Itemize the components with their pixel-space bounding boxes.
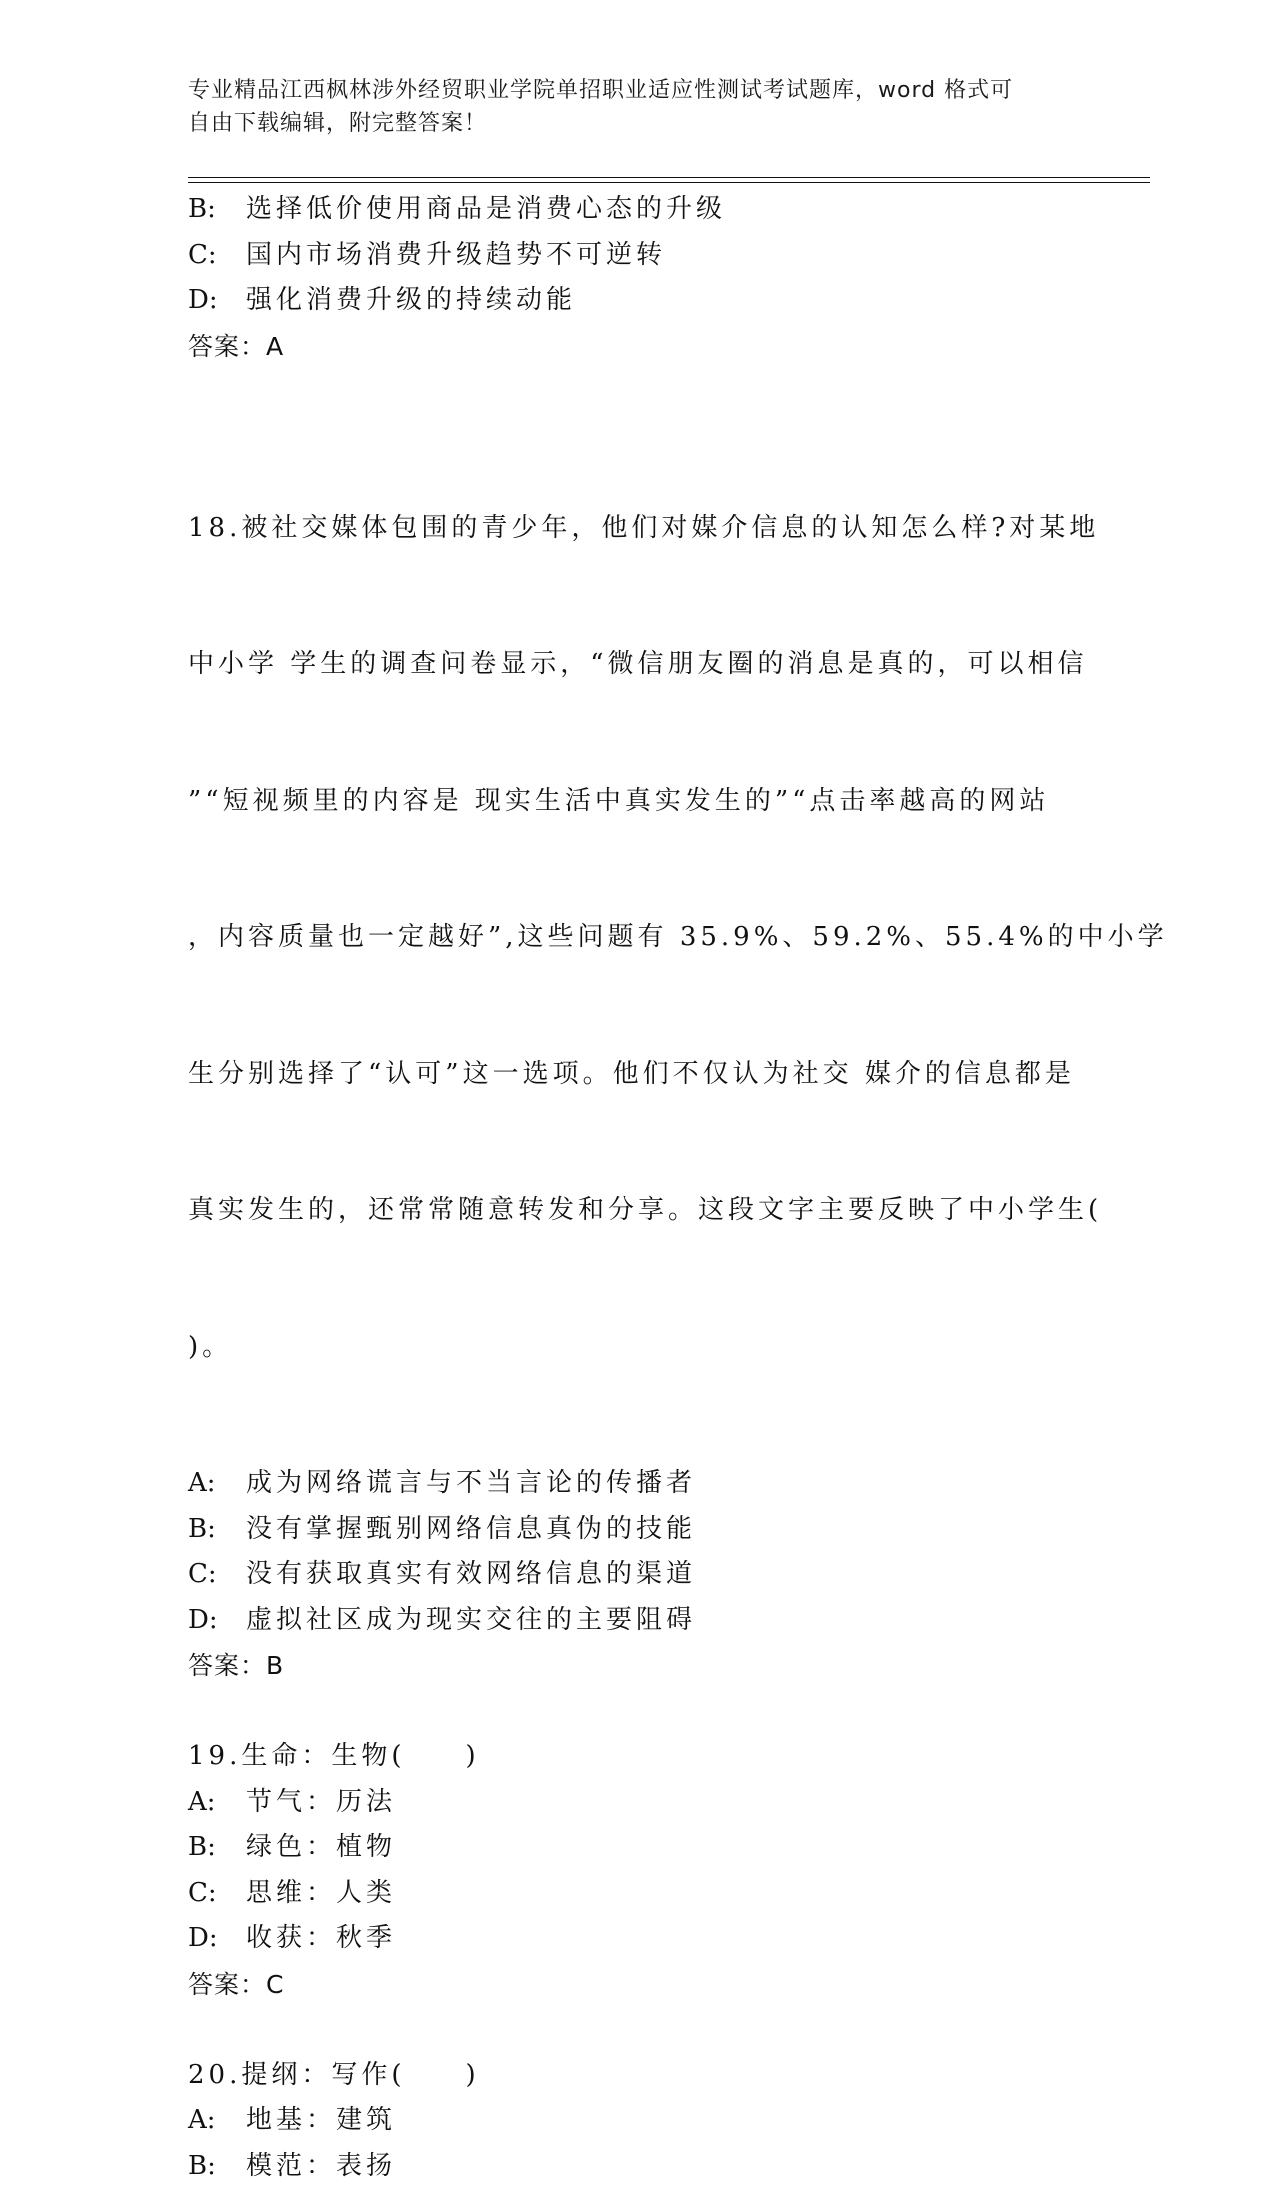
header-rule-bottom xyxy=(188,182,1150,183)
question-18 xyxy=(188,415,1088,1689)
answer-line: 答案：B xyxy=(188,1643,1088,1689)
question-stem xyxy=(188,415,1088,1462)
option-text: 节气：历法 xyxy=(246,1787,396,1817)
option-b xyxy=(188,2144,1088,2189)
header-rule-top xyxy=(188,177,1150,178)
answer-line: 答案：C xyxy=(188,1962,1088,2008)
option-c xyxy=(188,1871,1088,1917)
option-d xyxy=(188,278,1088,324)
option-b xyxy=(188,1825,1088,1871)
option-letter: C: xyxy=(188,233,246,279)
option-letter: B: xyxy=(188,1507,246,1553)
option-letter: A: xyxy=(188,2098,246,2144)
question-stem: 20.提纲：写作( ) xyxy=(188,2053,1088,2099)
option-d xyxy=(188,1916,1088,1962)
spacer xyxy=(188,369,1088,415)
stem-line: 生分别选择了“认可”这一选项。他们不仅认为社交 媒介的信息都是 xyxy=(188,1052,1088,1098)
option-letter: C: xyxy=(188,1871,246,1917)
header-line-1: 专业精品江西枫林涉外经贸职业学院单招职业适应性测试考试题库，word 格式可 xyxy=(188,74,1088,107)
option-text: 地基：建筑 xyxy=(246,2105,396,2135)
question-17 xyxy=(188,187,1088,369)
question-content xyxy=(188,187,1088,2189)
stem-line: 18.被社交媒体包围的青少年，他们对媒介信息的认知怎么样?对某地 xyxy=(188,506,1088,552)
option-letter: C: xyxy=(188,1552,246,1598)
option-a xyxy=(188,2098,1088,2144)
option-letter: D: xyxy=(188,1916,246,1962)
option-text: 选择低价使用商品是消费心态的升级 xyxy=(246,194,726,224)
option-text: 没有掌握甄别网络信息真伪的技能 xyxy=(246,1514,696,1544)
stem-line: ，内容质量也一定越好”,这些问题有 35.9%、59.2%、55.4%的中小学 xyxy=(188,915,1088,961)
option-text: 收获：秋季 xyxy=(246,1923,396,1953)
option-text: 国内市场消费升级趋势不可逆转 xyxy=(246,240,666,270)
question-20 xyxy=(188,2053,1088,2189)
option-letter: B: xyxy=(188,187,246,233)
option-b xyxy=(188,1507,1088,1553)
option-letter: A: xyxy=(188,1780,246,1826)
option-a xyxy=(188,1461,1088,1507)
option-letter: D: xyxy=(188,278,246,324)
page-header xyxy=(188,74,1088,140)
option-a xyxy=(188,1780,1088,1826)
option-text: 没有获取真实有效网络信息的渠道 xyxy=(246,1559,696,1589)
option-letter: D: xyxy=(188,1598,246,1644)
option-text: 思维：人类 xyxy=(246,1878,396,1908)
stem-line: 中小学 学生的调查问卷显示，“微信朋友圈的消息是真的，可以相信 xyxy=(188,642,1088,688)
option-text: 成为网络谎言与不当言论的传播者 xyxy=(246,1468,696,1498)
question-stem: 19.生命：生物( ) xyxy=(188,1734,1088,1780)
stem-line: )。 xyxy=(188,1325,1088,1371)
option-text: 绿色：植物 xyxy=(246,1832,396,1862)
stem-line: 真实发生的，还常常随意转发和分享。这段文字主要反映了中小学生( xyxy=(188,1188,1088,1234)
option-c xyxy=(188,1552,1088,1598)
header-line-2: 自由下载编辑，附完整答案！ xyxy=(188,107,1088,140)
spacer xyxy=(188,1689,1088,1735)
option-text: 模范：表扬 xyxy=(246,2151,396,2181)
option-text: 强化消费升级的持续动能 xyxy=(246,285,576,315)
option-b xyxy=(188,187,1088,233)
spacer xyxy=(188,2007,1088,2053)
option-c xyxy=(188,233,1088,279)
answer-line: 答案：A xyxy=(188,324,1088,370)
option-letter: A: xyxy=(188,1461,246,1507)
option-d xyxy=(188,1598,1088,1644)
option-letter: B: xyxy=(188,2144,246,2189)
option-letter: B: xyxy=(188,1825,246,1871)
stem-line: ”“短视频里的内容是 现实生活中真实发生的”“点击率越高的网站 xyxy=(188,779,1088,825)
question-19 xyxy=(188,1734,1088,2007)
option-text: 虚拟社区成为现实交往的主要阻碍 xyxy=(246,1605,696,1635)
